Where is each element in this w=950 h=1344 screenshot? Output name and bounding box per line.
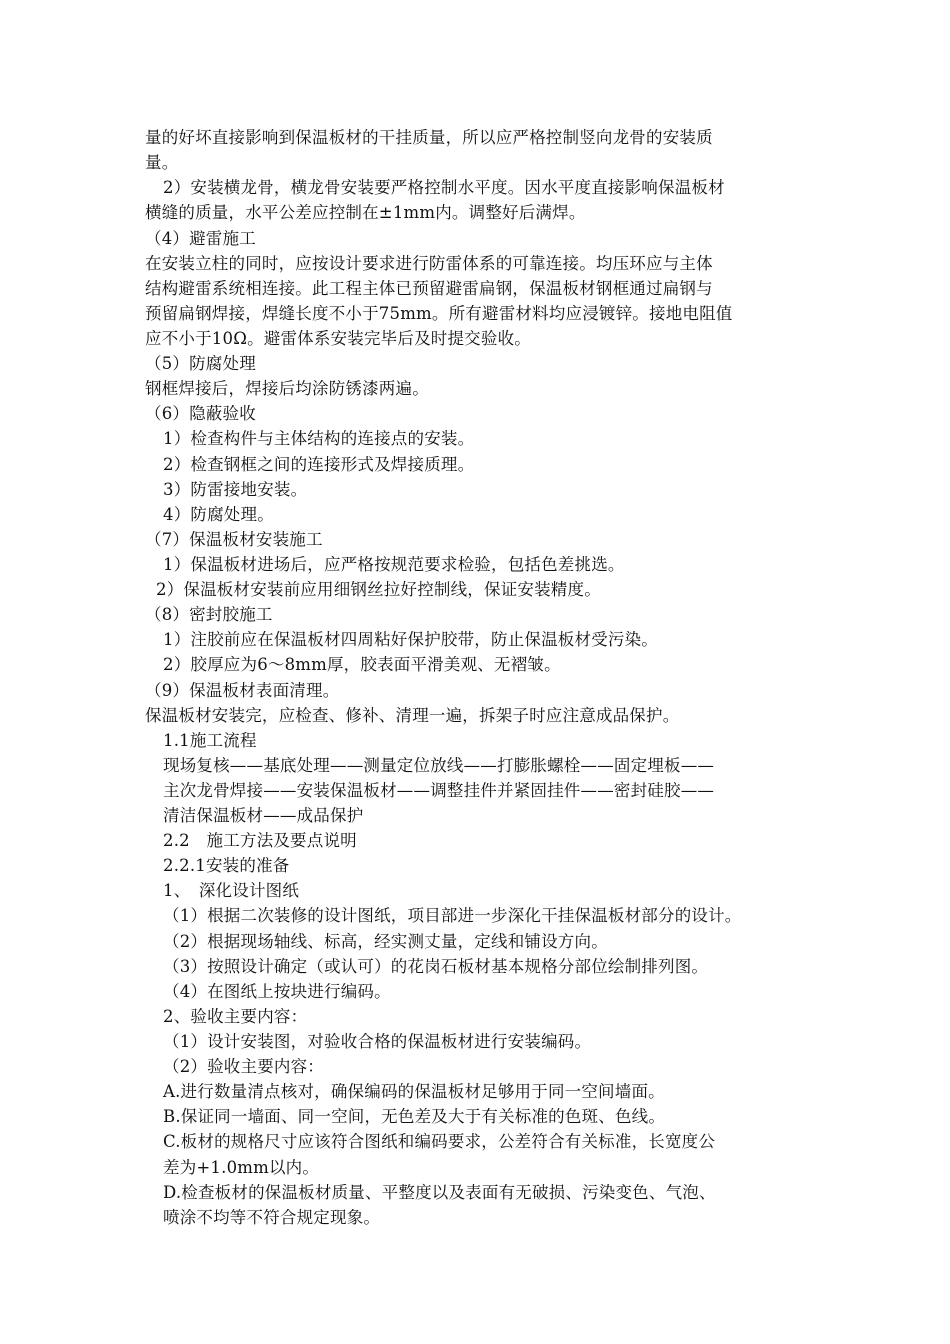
text-line: （3）按照设计确定（或认可）的花岗石板材基本规格分部位绘制排列图。	[163, 957, 709, 976]
text-line: 3）防雷接地安装。	[163, 480, 308, 499]
text-line: （1）根据二次装修的设计图纸，项目部进一步深化干挂保温板材部分的设计。	[163, 906, 742, 925]
text-line: （6）隐蔽验收	[145, 404, 256, 423]
text-line: 结构避雷系统相连接。此工程主体已预留避雷扁钢，保温板材钢框通过扁钢与	[145, 279, 713, 298]
text-line: 2.2 施工方法及要点说明	[163, 831, 357, 850]
text-line: 喷涂不均等不符合规定现象。	[163, 1208, 381, 1227]
text-line: 清洁保温板材——成品保护	[163, 806, 364, 825]
text-line: 预留扁钢焊接，焊缝长度不小于75mm。所有避雷材料均应浸镀锌。接地电阻值	[145, 304, 733, 323]
text-line: C.板材的规格尺寸应该符合图纸和编码要求，公差符合有关标准，长宽度公	[163, 1132, 716, 1151]
text-line: 量。	[145, 153, 179, 172]
text-line: （9）保温板材表面清理。	[145, 681, 340, 700]
text-line: 应不小于10Ω。避雷体系安装完毕后及时提交验收。	[145, 329, 531, 348]
text-line: 4）防腐处理。	[163, 505, 274, 524]
text-line: （2）验收主要内容：	[163, 1057, 324, 1076]
text-line: 2、验收主要内容：	[163, 1007, 308, 1026]
text-line: （7）保温板材安装施工	[145, 530, 323, 549]
text-line: A.进行数量清点核对，确保编码的保温板材足够用于同一空间墙面。	[163, 1082, 665, 1101]
text-line: 2）保温板材安装前应用细钢丝拉好控制线，保证安装精度。	[156, 580, 601, 599]
text-line: （2）根据现场轴线、标高，经实测丈量，定线和铺设方向。	[163, 932, 608, 951]
text-line: 现场复核——基底处理——测量定位放线——打膨胀螺栓——固定埋板——	[163, 756, 715, 775]
text-line: （8）密封胶施工	[145, 605, 273, 624]
text-line: 横缝的质量，水平公差应控制在±1mm内。调整好后满焊。	[145, 203, 586, 222]
text-line: 1）保温板材进场后，应严格按规范要求检验，包括色差挑选。	[163, 555, 625, 574]
text-line: 1）注胶前应在保温板材四周粘好保护胶带，防止保温板材受污染。	[163, 630, 658, 649]
text-line: 保温板材安装完，应检查、修补、清理一遍，拆架子时应注意成品保护。	[145, 706, 680, 725]
text-line: 2）检查钢框之间的连接形式及焊接质理。	[163, 455, 475, 474]
text-line: 2）胶厚应为6～8mm厚，胶表面平滑美观、无褶皱。	[163, 655, 561, 674]
text-line: 1）检查构件与主体结构的连接点的安装。	[163, 429, 475, 448]
text-line: 量的好坏直接影响到保温板材的干挂质量，所以应严格控制竖向龙骨的安装质	[145, 128, 713, 147]
text-line: 2）安装横龙骨，横龙骨安装要严格控制水平度。因水平度直接影响保温板材	[163, 178, 725, 197]
text-line: 2.2.1安装的准备	[163, 856, 290, 875]
text-line: 1、 深化设计图纸	[163, 881, 300, 900]
text-line: B.保证同一墙面、同一空间，无色差及大于有关标准的色斑、色线。	[163, 1107, 666, 1126]
text-line: 在安装立柱的同时，应按设计要求进行防雷体系的可靠连接。均压环应与主体	[145, 254, 713, 273]
text-line: （4）在图纸上按块进行编码。	[163, 982, 391, 1001]
text-line: 钢框焊接后，焊接后均涂防锈漆两遍。	[145, 379, 429, 398]
text-line: （1）设计安装图，对验收合格的保温板材进行安装编码。	[163, 1032, 592, 1051]
text-line: （4）避雷施工	[145, 229, 256, 248]
text-line: （5）防腐处理	[145, 354, 256, 373]
text-line: 主次龙骨焊接——安装保温板材——调整挂件并紧固挂件——密封硅胶——	[163, 781, 715, 800]
text-line: 差为+1.0mm以内。	[163, 1158, 320, 1177]
text-line: D.检查板材的保温板材质量、平整度以及表面有无破损、污染变色、气泡、	[163, 1183, 716, 1202]
text-line: 1.1施工流程	[163, 731, 257, 750]
